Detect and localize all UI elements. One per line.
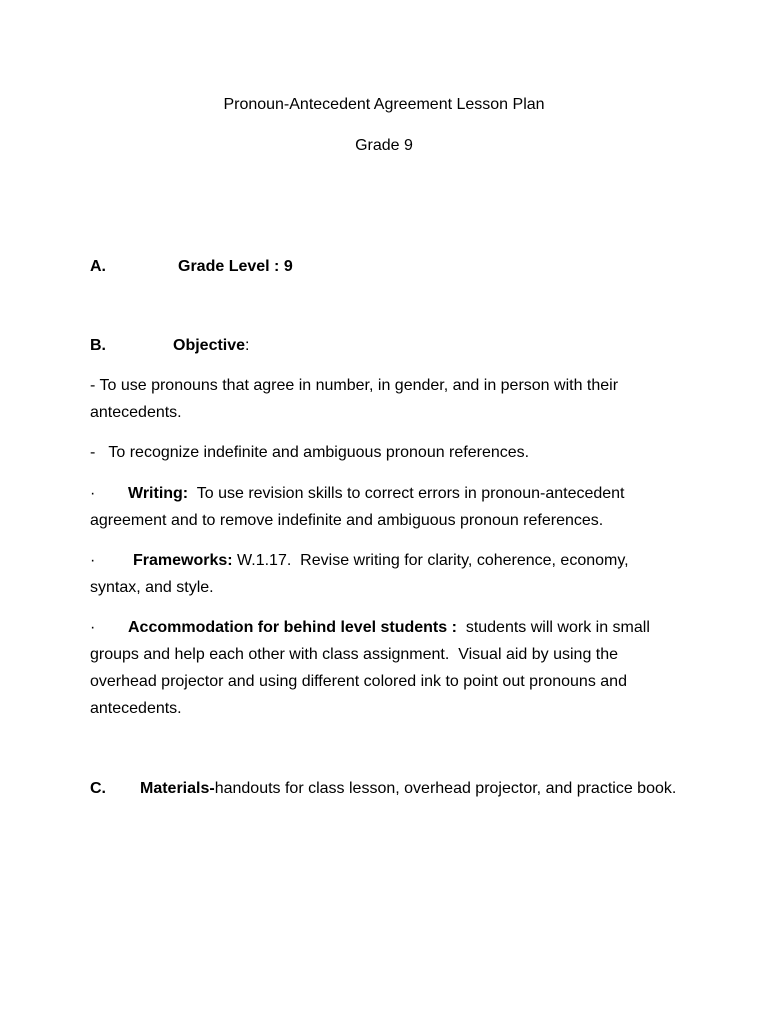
- section-a-letter: A.: [90, 258, 106, 275]
- section-c-text: handouts for class lesson, overhead projector, and practice book.: [214, 780, 677, 797]
- section-c-label: Materials-: [140, 780, 215, 797]
- section-b-heading: [90, 337, 680, 355]
- objective-2: - To recognize indefinite and ambiguous pronoun references.: [90, 444, 530, 461]
- section-b-colon: :: [245, 337, 250, 354]
- writing-item: [90, 480, 680, 534]
- document-subtitle: Grade 9: [355, 137, 413, 154]
- frameworks-item: [90, 547, 680, 601]
- writing-text: To use revision skills to correct errors in pronoun-antecedent agreement and to remove indefinite and ambiguous pronoun references.: [90, 485, 629, 529]
- writing-label: Writing:: [128, 485, 189, 502]
- document-title: Pronoun-Antecedent Agreement Lesson Plan: [223, 96, 545, 113]
- section-c: [90, 775, 680, 802]
- frameworks-bullet: ·: [90, 552, 96, 569]
- section-b-letter: B.: [90, 337, 106, 354]
- accommodation-text: students will work in small groups and help each other with class assignment. Visual aid by using the overhead projector and using different colored ink to point out pronouns and antecedents.: [90, 619, 655, 717]
- accommodation-label: Accommodation for behind level students :: [128, 619, 457, 636]
- accommodation-bullet: ·: [90, 619, 96, 636]
- frameworks-label: Frameworks:: [133, 552, 233, 569]
- writing-bullet: ·: [90, 485, 96, 502]
- section-c-letter: C.: [90, 780, 106, 797]
- section-a-heading: [90, 258, 680, 276]
- section-a-label: Grade Level : 9: [178, 258, 293, 275]
- frameworks-text: W.1.17. Revise writing for clarity, coherence, economy, syntax, and style.: [90, 552, 634, 596]
- section-b-label: Objective: [173, 337, 246, 354]
- objective-1: - To use pronouns that agree in number, in gender, and in person with their antecedents.: [90, 377, 619, 421]
- accommodation-item: [90, 614, 680, 722]
